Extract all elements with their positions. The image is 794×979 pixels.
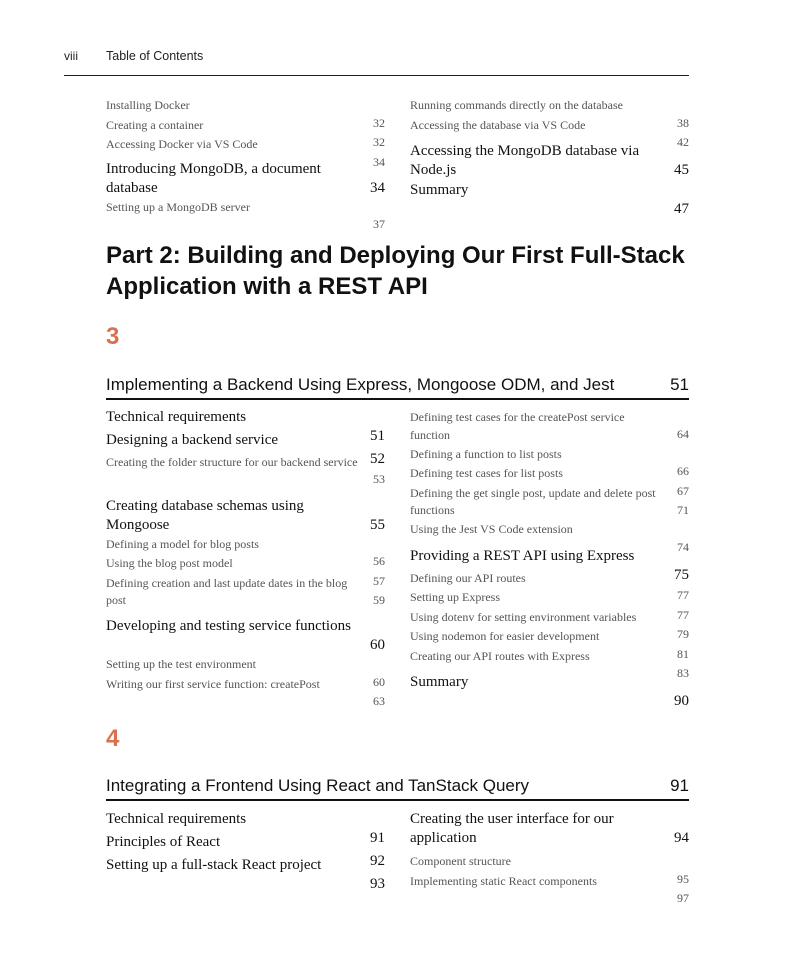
toc-ch3-left-column bbox=[106, 408, 385, 708]
header-page-number: viii bbox=[64, 49, 78, 63]
toc-section-entry[interactable]: Technical requirements 51 bbox=[106, 409, 385, 444]
toc-entry[interactable]: Accessing the database via VS Code 42 bbox=[410, 117, 689, 149]
toc-section-entry[interactable]: Developing and testing service functions 60 bbox=[106, 618, 385, 653]
chapter-4-number: 4 bbox=[106, 725, 120, 752]
toc-entry[interactable]: Creating a container 32 bbox=[106, 117, 385, 149]
toc-section-entry[interactable]: Creating the user interface for our application 94 bbox=[410, 811, 689, 846]
toc-ch4-left-column bbox=[106, 810, 385, 892]
toc-entry[interactable]: Defining test cases for the createPost service function 64 bbox=[410, 410, 689, 442]
toc-entry[interactable]: Running commands directly on the database 38 bbox=[410, 98, 689, 130]
part-title: Part 2: Building and Deploying Our First Full-Stack Application with a REST API bbox=[106, 242, 685, 300]
toc-section-entry[interactable]: Creating database schemas using Mongoose 55 bbox=[106, 497, 385, 533]
chapter-3-title: Implementing a Backend Using Express, Mongoose ODM, and Jest bbox=[106, 375, 615, 394]
toc-entry[interactable]: Setting up the test environment 60 bbox=[106, 657, 385, 689]
toc-section-entry[interactable]: Providing a REST API using Express 75 bbox=[410, 547, 689, 583]
toc-section-entry[interactable]: Technical requirements 91 bbox=[106, 811, 385, 846]
toc-entry[interactable]: Creating the folder structure for our backend service 53 bbox=[106, 455, 385, 486]
chapter-3-number: 3 bbox=[106, 323, 120, 350]
toc-section-entry[interactable]: Accessing the MongoDB database via Node.js 45 bbox=[410, 143, 689, 178]
toc-entry[interactable]: Installing Docker 32 bbox=[106, 98, 385, 130]
toc-entry[interactable]: Defining the get single post, update and delete post functions 71 bbox=[410, 485, 689, 517]
toc-entry[interactable]: Using dotenv for setting environment variables 79 bbox=[410, 609, 689, 641]
toc-entry[interactable]: Component structure 95 bbox=[410, 854, 689, 886]
toc-ch3-right-column bbox=[410, 409, 689, 709]
toc-entry[interactable]: Writing our first service function: createPost 63 bbox=[106, 676, 385, 708]
toc-top-right-column bbox=[410, 97, 689, 217]
toc-entry[interactable]: Implementing static React components 97 bbox=[410, 873, 689, 905]
toc-entry[interactable]: Defining a model for blog posts 56 bbox=[106, 536, 385, 568]
chapter-4-page: 91 bbox=[670, 776, 689, 795]
toc-entry[interactable]: Defining test cases for list posts 67 bbox=[410, 466, 689, 498]
toc-entry[interactable]: Using nodemon for easier development 81 bbox=[410, 629, 689, 661]
toc-entry[interactable]: Setting up Express 77 bbox=[410, 590, 689, 622]
toc-section-entry[interactable]: Principles of React 92 bbox=[106, 834, 385, 869]
chapter-3-heading[interactable] bbox=[106, 372, 689, 400]
header-title: Table of Contents bbox=[106, 49, 204, 63]
toc-entry[interactable]: Setting up a MongoDB server 37 bbox=[106, 199, 385, 231]
chapter-4-heading[interactable] bbox=[106, 773, 689, 801]
toc-top-left-column bbox=[106, 97, 385, 231]
chapter-4-title: Integrating a Frontend Using React and TanStack Query bbox=[106, 776, 530, 795]
toc-entry[interactable]: Defining our API routes 77 bbox=[410, 570, 689, 602]
toc-entry[interactable]: Creating our API routes with Express 83 bbox=[410, 648, 689, 680]
toc-entry[interactable]: Using the blog post model 57 bbox=[106, 556, 385, 588]
toc-section-entry[interactable]: Summary 47 bbox=[410, 182, 689, 217]
toc-entry[interactable]: Using the Jest VS Code extension 74 bbox=[410, 522, 689, 554]
toc-section-entry[interactable]: Setting up a full-stack React project 93 bbox=[106, 857, 385, 892]
toc-section-entry[interactable]: Introducing MongoDB, a document database 34 bbox=[106, 160, 385, 196]
toc-entry[interactable]: Defining a function to list posts 66 bbox=[410, 446, 689, 478]
toc-section-entry[interactable]: Designing a backend service 52 bbox=[106, 432, 385, 467]
chapter-3-page: 51 bbox=[670, 375, 689, 394]
toc-ch4-right-column bbox=[410, 810, 689, 905]
toc-entry[interactable]: Defining creation and last update dates in the blog post 59 bbox=[106, 575, 385, 607]
toc-section-entry[interactable]: Summary 90 bbox=[410, 674, 689, 709]
running-header bbox=[64, 49, 689, 76]
toc-entry[interactable]: Accessing Docker via VS Code 34 bbox=[106, 137, 385, 169]
